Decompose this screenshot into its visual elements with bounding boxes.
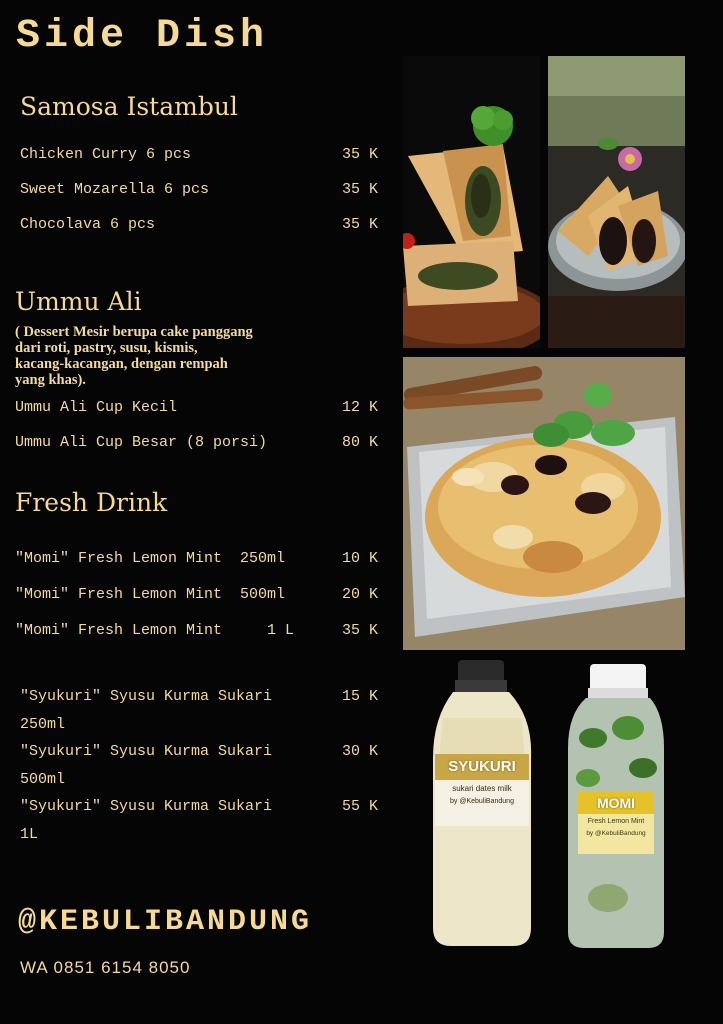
- menu-item-size: 250ml: [20, 716, 66, 733]
- menu-item-price: 15 K: [341, 688, 378, 705]
- instagram-handle: @KEBULIBANDUNG: [18, 905, 313, 939]
- menu-item-name: "Momi" Fresh Lemon Mint 250ml: [15, 550, 286, 567]
- menu-item-name: Sweet Mozarella 6 pcs: [20, 181, 210, 198]
- page-title: Side Dish: [16, 14, 269, 59]
- menu-item-price: 35 K: [341, 216, 378, 233]
- menu-item-price: 35 K: [341, 181, 378, 198]
- menu-item-price: 80 K: [341, 434, 378, 451]
- momi-label-by: by @KebuliBandung: [586, 830, 646, 837]
- menu-item-price: 35 K: [341, 146, 378, 163]
- menu-item-name: "Momi" Fresh Lemon Mint 1 L: [15, 622, 295, 639]
- menu-item-price: 20 K: [341, 586, 378, 603]
- menu-item-price: 55 K: [341, 798, 378, 815]
- menu-item-price: 10 K: [341, 550, 378, 567]
- samosa-photo-2: [548, 56, 685, 348]
- samosa-photo-1: [403, 56, 540, 348]
- menu-item-price: 12 K: [341, 399, 378, 416]
- menu-item-name: "Syukuri" Syusu Kurma Sukari: [20, 798, 273, 815]
- menu-item-size: 500ml: [20, 771, 66, 788]
- description-line: dari roti, pastry, susu, kismis,: [15, 340, 198, 356]
- menu-item-name: Ummu Ali Cup Kecil: [15, 399, 178, 416]
- whatsapp-number: WA 0851 6154 8050: [20, 958, 191, 977]
- menu-item-name: Chicken Curry 6 pcs: [20, 146, 192, 163]
- syukuri-bottle-photo: [403, 658, 540, 950]
- description-line: kacang-kacangan, dengan rempah: [15, 356, 228, 372]
- menu-item-name: "Momi" Fresh Lemon Mint 500ml: [15, 586, 286, 603]
- menu-item-price: 30 K: [341, 743, 378, 760]
- menu-item-name: Ummu Ali Cup Besar (8 porsi): [15, 434, 268, 451]
- syukuri-label-by: by @KebuliBandung: [450, 798, 514, 805]
- menu-item-size: 1L: [20, 826, 39, 843]
- ummu-ali-description: [15, 324, 355, 388]
- description-line: ( Dessert Mesir berupa cake panggang: [15, 324, 253, 340]
- menu-item-price: 35 K: [341, 622, 378, 639]
- momi-label-sub: Fresh Lemon Mint: [587, 818, 645, 825]
- menu-item-name: Chocolava 6 pcs: [20, 216, 156, 233]
- ummu-ali-photo: [403, 357, 685, 650]
- syukuri-label-sub: sukari dates milk: [452, 784, 512, 793]
- section-title-samosa: Samosa Istambul: [20, 92, 238, 121]
- menu-item-name: "Syukuri" Syusu Kurma Sukari: [20, 688, 273, 705]
- description-line: yang khas).: [15, 372, 86, 388]
- syukuri-label: SYUKURI: [448, 758, 516, 775]
- section-title-fresh-drink: Fresh Drink: [15, 488, 168, 517]
- momi-bottle-photo: [548, 658, 685, 950]
- section-title-ummu-ali: Ummu Ali: [15, 287, 142, 316]
- momi-label: MOMI: [596, 795, 636, 811]
- menu-item-name: "Syukuri" Syusu Kurma Sukari: [20, 743, 273, 760]
